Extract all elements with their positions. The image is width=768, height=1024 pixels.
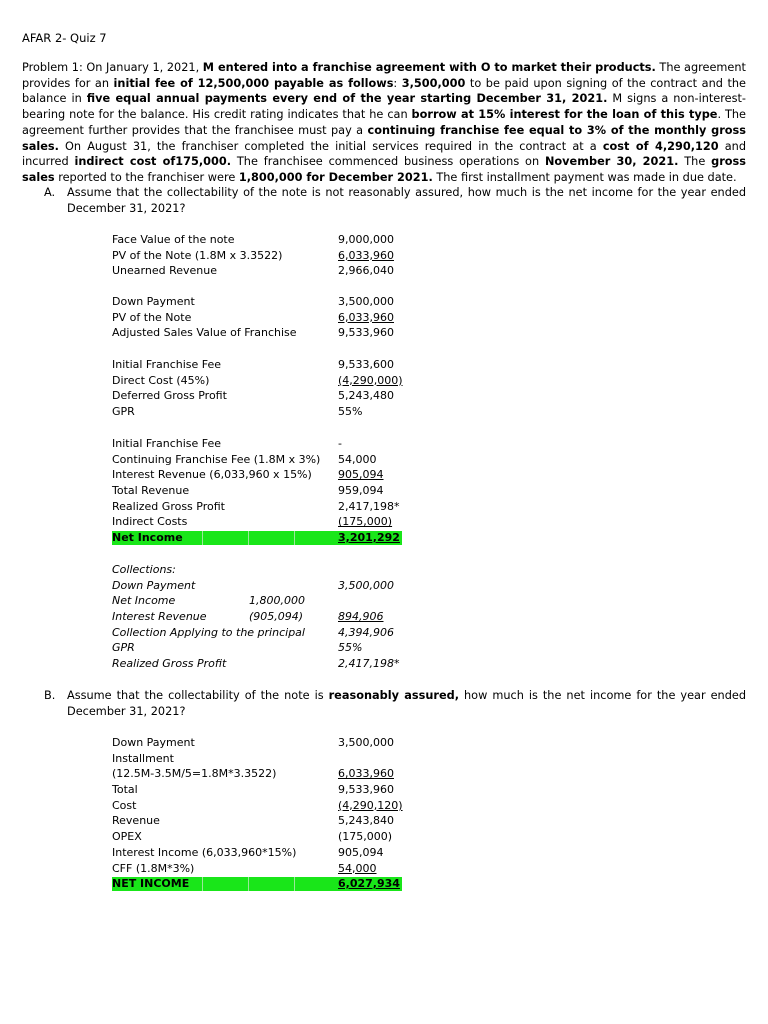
row-label: Down Payment <box>112 295 195 308</box>
row-mid-value: 1,800,000 <box>249 594 305 608</box>
text-segment: cost of 4,290,120 <box>602 139 719 153</box>
text-segment: and incurred <box>22 139 746 169</box>
net-income-label-a: Net Income <box>112 531 183 544</box>
text-segment: indirect cost of175,000. <box>74 155 232 169</box>
row-label: PV of the Note <box>112 310 192 324</box>
row-label: Collection Applying to the principal <box>112 625 305 639</box>
row-label: Realized Gross Profit <box>112 657 227 671</box>
question-b <box>22 688 746 719</box>
text-segment: The first installment payment was made in due date. <box>432 170 737 184</box>
row-label: PV of the Note (1.8M x 3.3522) <box>112 248 283 262</box>
text-segment: to be paid upon signing of the contract and the balance in <box>22 76 746 106</box>
net-income-row-b <box>112 876 404 892</box>
row-label: Cost <box>112 798 137 812</box>
row-value: 5,243,480 <box>338 389 394 403</box>
net-income-row-a <box>112 530 404 546</box>
row-label: Revenue <box>112 814 160 828</box>
row-label: Net Income <box>112 594 176 608</box>
row-label: Continuing Franchise Fee (1.8M x 3%) <box>112 452 321 466</box>
question-a <box>22 185 746 216</box>
row-value: (175,000) <box>338 515 393 529</box>
quiz-title: AFAR 2- Quiz 7 <box>22 31 107 45</box>
text-segment: 3,500,000 <box>401 76 466 90</box>
text-segment: November 30, 2021. <box>544 155 679 169</box>
row-value: 2,417,198* <box>338 657 400 671</box>
row-value: 905,094 <box>338 468 384 482</box>
row-label: Installment <box>112 751 174 765</box>
text-segment: initial fee of 12,500,000 payable as follows <box>113 76 394 90</box>
row-label: GPR <box>112 641 135 655</box>
net-income-label-b: NET INCOME <box>112 877 190 890</box>
text-segment: Assume that the collectability of the note is <box>67 689 329 702</box>
row-label: CFF (1.8M*3%) <box>112 861 195 875</box>
text-segment: gross sales <box>22 155 746 184</box>
text-segment: . The agreement further provides that the franchisee must pay a <box>22 108 747 137</box>
row-label: Initial Franchise Fee <box>112 358 222 371</box>
row-value: 9,533,960 <box>338 326 394 340</box>
row-value: (4,290,000) <box>338 373 403 387</box>
row-label: Collections: <box>112 563 176 576</box>
question-b-text <box>67 688 746 719</box>
row-label: Down Payment <box>112 578 196 592</box>
text-segment: M signs a non-interest-bearing note for the balance. His credit rating indicates that he can <box>22 92 746 122</box>
row-value: - <box>338 437 342 450</box>
row-value: 3,500,000 <box>338 736 394 749</box>
row-value: 4,394,906 <box>338 625 394 639</box>
row-value: 3,500,000 <box>338 578 394 592</box>
row-value: 54,000 <box>338 452 377 466</box>
row-label: Adjusted Sales Value of Franchise <box>112 326 297 340</box>
net-income-a <box>112 530 404 546</box>
row-label: Interest Income (6,033,960*15%) <box>112 845 297 859</box>
row-value: 55% <box>338 641 363 655</box>
text-segment: On August 31, the franchiser completed the initial services required in the contract at a <box>58 139 603 153</box>
text-segment: reasonably assured, <box>328 689 460 702</box>
question-a-text: Assume that the collectability of the note is not reasonably assured, how much is the net income for the year ended December 31, 2021? <box>67 186 746 215</box>
row-label: GPR <box>112 405 135 419</box>
row-value: (175,000) <box>338 830 393 844</box>
row-label: Direct Cost (45%) <box>112 373 210 387</box>
problem-statement <box>22 60 746 186</box>
text-segment: The franchisee commenced business operations on <box>231 155 545 169</box>
row-value: 959,094 <box>338 484 384 498</box>
question-b-letter: B. <box>44 689 56 702</box>
row-label: Down Payment <box>112 736 195 749</box>
text-segment: borrow at 15% interest for the loan of this type <box>411 108 718 122</box>
row-label: Face Value of the note <box>112 233 235 246</box>
text-segment: Problem 1: On January 1, 2021, <box>22 61 203 74</box>
row-value: 2,417,198* <box>338 499 400 513</box>
row-value: 9,533,960 <box>338 783 394 797</box>
row-value: 3,500,000 <box>338 295 394 308</box>
row-value: 5,243,840 <box>338 814 394 828</box>
row-value: 54,000 <box>338 861 377 875</box>
row-label: OPEX <box>112 830 142 844</box>
row-value: 6,033,960 <box>338 310 394 324</box>
text-segment: : <box>393 76 402 90</box>
row-label: (12.5M-3.5M/5=1.8M*3.3522) <box>112 767 277 781</box>
text-segment: continuing franchise fee equal to 3% of the monthly gross sales. <box>22 123 746 153</box>
row-label: Deferred Gross Profit <box>112 389 227 403</box>
row-label: Realized Gross Profit <box>112 499 225 513</box>
question-a-letter: A. <box>44 186 56 199</box>
text-segment: reported to the franchiser were <box>54 170 239 184</box>
text-segment: The <box>678 155 712 169</box>
row-mid-value: (905,094) <box>249 610 304 624</box>
row-label: Initial Franchise Fee <box>112 437 222 450</box>
row-value: 6,033,960 <box>338 767 394 781</box>
text-segment: The agreement provides for an <box>22 61 746 90</box>
net-income-value-a: 3,201,292 <box>338 531 400 544</box>
row-value: 894,906 <box>338 610 384 624</box>
net-income-b <box>112 876 404 892</box>
row-label: Interest Revenue (6,033,960 x 15%) <box>112 468 312 482</box>
text-segment: five equal annual payments every end of the year starting December 31, 2021. <box>86 92 608 106</box>
row-label: Interest Revenue <box>112 610 207 624</box>
row-value: 55% <box>338 405 363 419</box>
row-value: (4,290,120) <box>338 798 403 812</box>
row-value: 2,966,040 <box>338 264 394 278</box>
row-value: 9,533,600 <box>338 358 394 371</box>
row-value: 9,000,000 <box>338 233 394 246</box>
row-label: Total <box>112 783 138 797</box>
row-value: 905,094 <box>338 845 384 859</box>
net-income-value-b: 6,027,934 <box>338 877 400 890</box>
row-label: Indirect Costs <box>112 515 188 529</box>
text-segment: how much is the net income for the year ended December 31, 2021? <box>67 689 746 718</box>
text-segment: M entered into a franchise agreement with O to market their products. <box>202 61 656 74</box>
text-segment: 1,800,000 for December 2021. <box>238 170 433 184</box>
row-label: Total Revenue <box>112 484 190 498</box>
row-label: Unearned Revenue <box>112 264 217 278</box>
row-value: 6,033,960 <box>338 248 394 262</box>
